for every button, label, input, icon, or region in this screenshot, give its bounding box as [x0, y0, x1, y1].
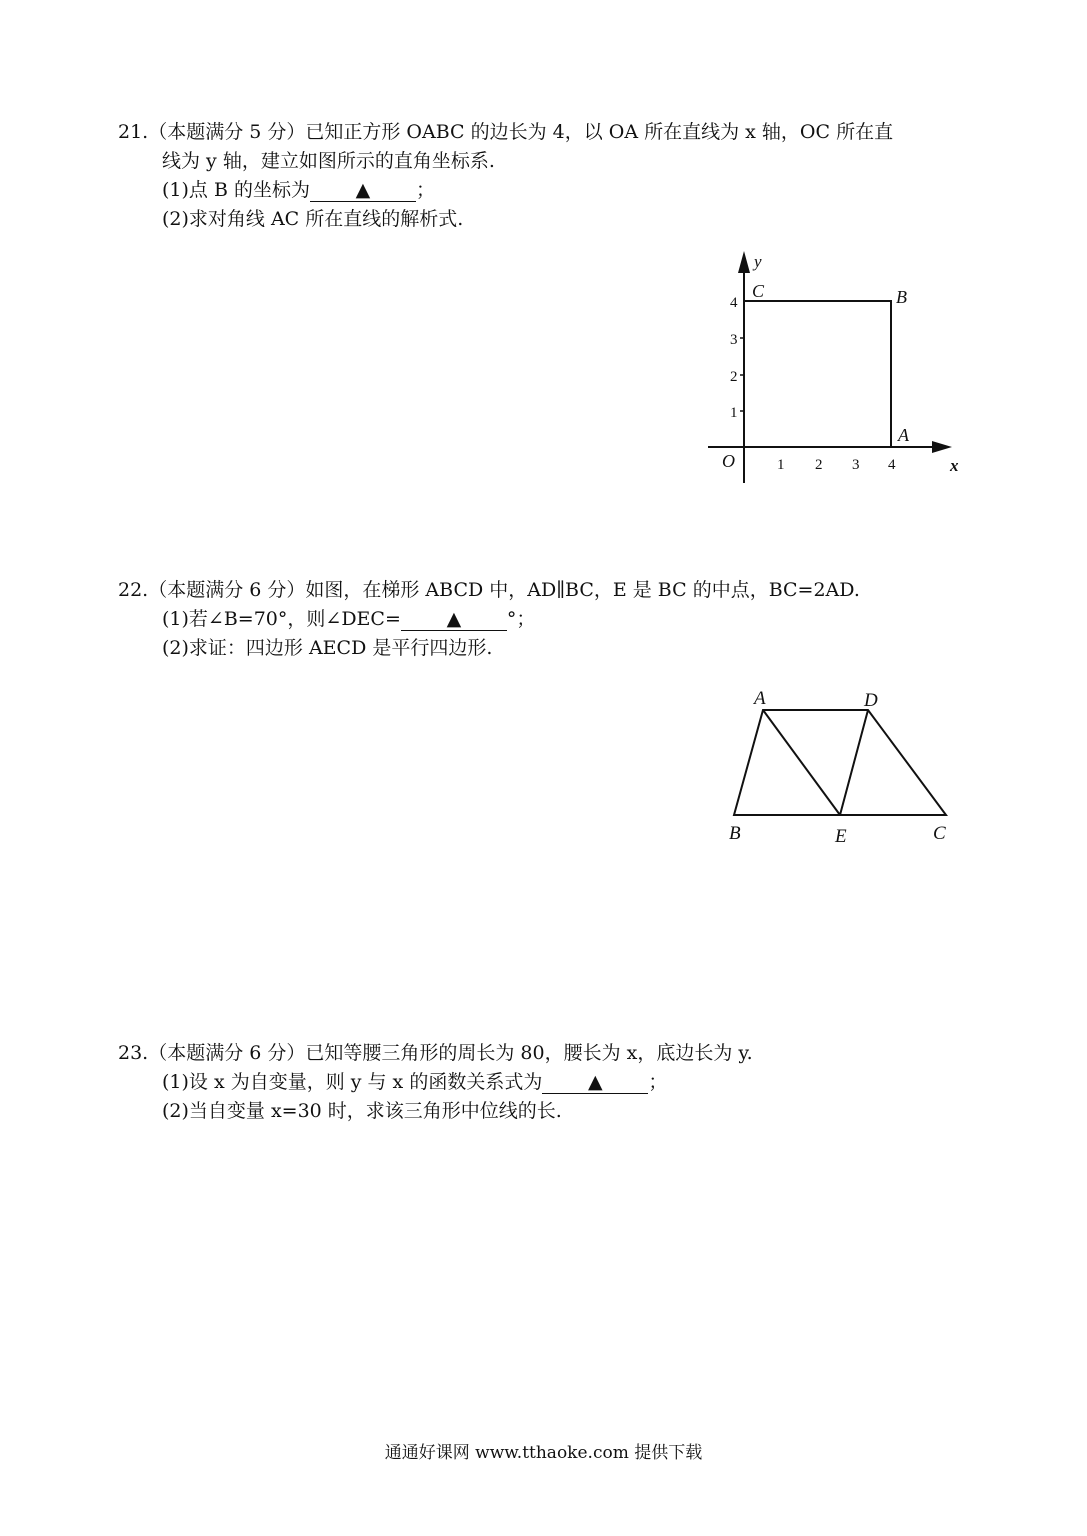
answer-blank: ▲ — [542, 1071, 648, 1094]
question-22-part1 — [118, 605, 978, 634]
question-21-part1 — [118, 176, 978, 205]
segment-ae — [763, 710, 840, 815]
answer-blank: ▲ — [401, 608, 507, 631]
part1-text: (1)设 x 为自变量，则 y 与 x 的函数关系式为 — [162, 1071, 543, 1093]
page-footer: 通通好课网 www.tthaoke.com 提供下载 — [384, 1443, 703, 1463]
origin-label: O — [722, 451, 735, 471]
question-number: 22. — [118, 579, 149, 601]
question-22 — [118, 576, 978, 663]
point-e-label: E — [835, 826, 847, 847]
part1-text: (1)点 B 的坐标为 — [162, 179, 310, 201]
question-number: 21. — [118, 121, 149, 143]
part1-suffix: ； — [648, 1071, 668, 1093]
y-tick-label: 3 — [730, 332, 738, 348]
point-a-label: A — [898, 425, 909, 445]
x-tick-label: 1 — [777, 457, 785, 473]
question-22-line1: （本题满分 6 分）如图，在梯形 ABCD 中，AD∥BC，E 是 BC 的中点，BC=2AD. — [148, 579, 860, 601]
point-c-label: C — [933, 823, 946, 844]
segment-de — [840, 710, 868, 815]
question-21-stem — [118, 118, 978, 147]
part1-suffix: °； — [506, 608, 536, 630]
question-22-part2: (2)求证：四边形 AECD 是平行四边形. — [162, 637, 493, 659]
part1-text: (1)若∠B=70°，则∠DEC= — [162, 608, 401, 630]
question-number: 23. — [118, 1042, 149, 1064]
x-tick-label: 3 — [852, 457, 860, 473]
point-b-label: B — [729, 823, 741, 844]
trapezoid-figure — [718, 680, 968, 850]
y-axis-arrow — [738, 251, 750, 273]
y-tick-label: 4 — [730, 295, 738, 311]
question-22-stem — [118, 576, 978, 605]
question-23-stem — [118, 1039, 978, 1068]
part1-suffix: ； — [415, 179, 435, 201]
point-b-label: B — [896, 287, 907, 307]
y-tick-label: 2 — [730, 369, 738, 385]
x-tick-label: 4 — [888, 457, 896, 473]
y-tick-label: 1 — [730, 405, 738, 421]
question-21 — [118, 118, 978, 234]
question-21-line1: （本题满分 5 分）已知正方形 OABC 的边长为 4，以 OA 所在直线为 x 轴，OC 所在直 — [148, 121, 894, 143]
question-23-part2: (2)当自变量 x=30 时，求该三角形中位线的长. — [162, 1100, 562, 1122]
x-axis-label: x — [950, 456, 959, 475]
answer-blank: ▲ — [310, 179, 416, 202]
trapezoid-abcd — [734, 710, 946, 815]
question-23 — [118, 1039, 978, 1126]
point-a-label: A — [754, 688, 766, 709]
question-21-part2: (2)求对角线 AC 所在直线的解析式. — [162, 208, 464, 230]
coordinate-figure — [700, 245, 970, 500]
point-c-label: C — [752, 281, 765, 301]
x-axis-arrow — [932, 441, 952, 453]
point-d-label: D — [864, 690, 878, 711]
question-23-line1: （本题满分 6 分）已知等腰三角形的周长为 80，腰长为 x，底边长为 y. — [148, 1042, 753, 1064]
square-oabc — [744, 301, 891, 447]
y-axis-label: y — [754, 252, 762, 271]
x-tick-label: 2 — [815, 457, 823, 473]
question-21-line2: 线为 y 轴，建立如图所示的直角坐标系. — [162, 150, 495, 172]
question-23-part1 — [118, 1068, 978, 1097]
